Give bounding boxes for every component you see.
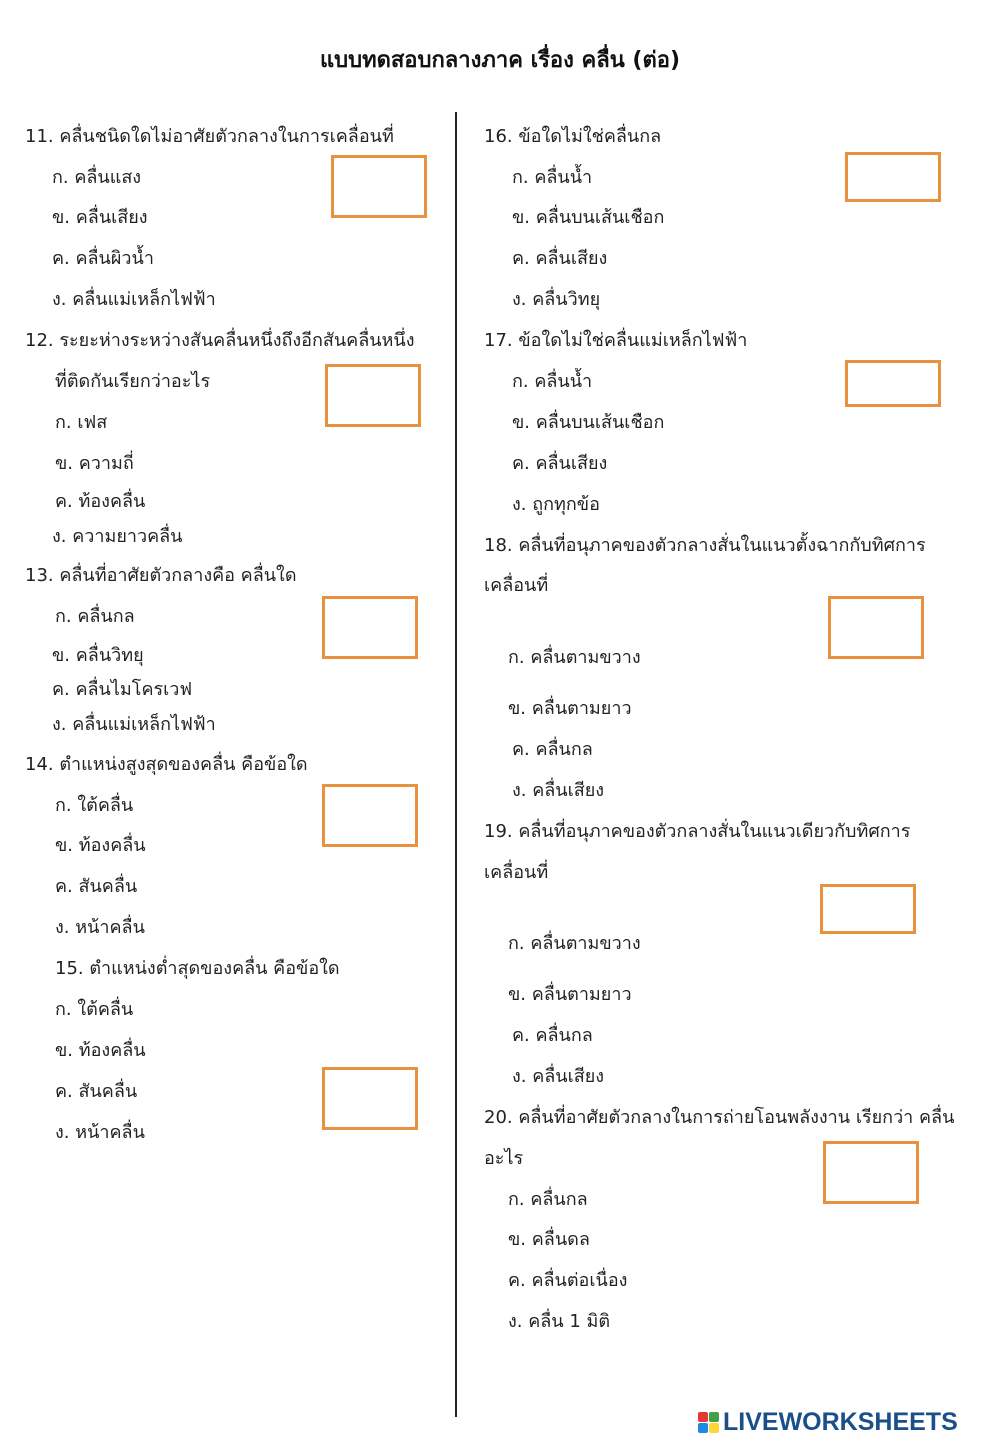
- question-19-option-d: ง. คลื่นเสียง: [512, 1066, 605, 1087]
- question-17-option-c: ค. คลื่นเสียง: [512, 453, 608, 474]
- answer-box-13[interactable]: [322, 596, 418, 659]
- question-18-option-b: ข. คลื่นตามยาว: [508, 698, 632, 719]
- question-12-continuation: ที่ติดกันเรียกว่าอะไร: [55, 371, 211, 392]
- question-16-option-d: ง. คลื่นวิทยุ: [512, 289, 601, 310]
- question-15-option-d: ง. หน้าคลื่น: [55, 1122, 145, 1143]
- question-19-option-b: ข. คลื่นตามยาว: [508, 984, 632, 1005]
- question-15-option-b: ข. ท้องคลื่น: [55, 1040, 146, 1061]
- answer-box-14[interactable]: [322, 784, 418, 847]
- liveworksheets-logo: [698, 1408, 958, 1436]
- question-19: 19. คลื่นที่อนุภาคของตัวกลางสั่นในแนวเดียวกับทิศการ: [484, 821, 911, 842]
- question-13: 13. คลื่นที่อาศัยตัวกลางคือ คลื่นใด: [25, 565, 297, 586]
- question-18-continuation: เคลื่อนที่: [484, 575, 549, 596]
- question-18: 18. คลื่นที่อนุภาคของตัวกลางสั่นในแนวตั้งฉากกับทิศการ: [484, 535, 926, 556]
- answer-box-17[interactable]: [845, 360, 941, 407]
- question-11-option-a: ก. คลื่นแสง: [52, 167, 142, 188]
- question-18-option-d: ง. คลื่นเสียง: [512, 780, 605, 801]
- question-16-option-c: ค. คลื่นเสียง: [512, 248, 608, 269]
- question-18-option-a: ก. คลื่นตามขวาง: [508, 647, 641, 668]
- logo-tile-red: [698, 1412, 708, 1422]
- question-20-option-d: ง. คลื่น 1 มิติ: [508, 1311, 611, 1332]
- question-20-option-c: ค. คลื่นต่อเนื่อง: [508, 1270, 628, 1291]
- question-14: 14. ตำแหน่งสูงสุดของคลื่น คือข้อใด: [25, 754, 308, 775]
- question-13-option-a: ก. คลื่นกล: [55, 606, 135, 627]
- question-12-option-a: ก. เฟส: [55, 412, 108, 433]
- question-17-option-a: ก. คลื่นน้ำ: [512, 371, 593, 392]
- question-20-option-a: ก. คลื่นกล: [508, 1189, 588, 1210]
- question-13-option-d: ง. คลื่นแม่เหล็กไฟฟ้า: [52, 714, 216, 735]
- question-11-option-c: ค. คลื่นผิวน้ำ: [52, 248, 154, 269]
- question-15: 15. ตำแหน่งต่ำสุดของคลื่น คือข้อใด: [55, 958, 340, 979]
- answer-box-19[interactable]: [820, 884, 916, 934]
- logo-text: LIVEWORKSHEETS: [723, 1407, 958, 1436]
- answer-box-15[interactable]: [322, 1067, 418, 1130]
- answer-box-16[interactable]: [845, 152, 941, 202]
- question-20: 20. คลื่นที่อาศัยตัวกลางในการถ่ายโอนพลังงาน เรียกว่า คลื่น: [484, 1107, 955, 1128]
- question-11-option-d: ง. คลื่นแม่เหล็กไฟฟ้า: [52, 289, 216, 310]
- page-title: แบบทดสอบกลางภาค เรื่อง คลื่น (ต่อ): [319, 48, 681, 73]
- logo-tiles-icon: [698, 1412, 719, 1433]
- question-11-option-b: ข. คลื่นเสียง: [52, 207, 148, 228]
- question-12-option-c: ค. ท้องคลื่น: [55, 491, 146, 512]
- question-16: 16. ข้อใดไม่ใช่คลื่นกล: [484, 126, 662, 147]
- logo-tile-yellow: [709, 1423, 719, 1433]
- question-13-option-b: ข. คลื่นวิทยุ: [52, 645, 144, 666]
- question-14-option-a: ก. ใต้คลื่น: [55, 795, 134, 816]
- question-11: 11. คลื่นชนิดใดไม่อาศัยตัวกลางในการเคลื่อนที่: [25, 126, 394, 147]
- answer-box-20[interactable]: [823, 1141, 919, 1204]
- question-18-option-c: ค. คลื่นกล: [512, 739, 593, 760]
- question-17-option-d: ง. ถูกทุกข้อ: [512, 494, 600, 515]
- question-17-option-b: ข. คลื่นบนเส้นเชือก: [512, 412, 665, 433]
- logo-tile-blue: [698, 1423, 708, 1433]
- logo-tile-green: [709, 1412, 719, 1422]
- question-19-option-a: ก. คลื่นตามขวาง: [508, 933, 641, 954]
- question-20-continuation: อะไร: [484, 1148, 524, 1169]
- question-15-option-c: ค. สันคลื่น: [55, 1081, 138, 1102]
- question-15-option-a: ก. ใต้คลื่น: [55, 999, 134, 1020]
- question-19-continuation: เคลื่อนที่: [484, 862, 549, 883]
- answer-box-12[interactable]: [325, 364, 421, 427]
- question-14-option-c: ค. สันคลื่น: [55, 876, 138, 897]
- question-12-option-d: ง. ความยาวคลื่น: [52, 526, 183, 547]
- question-14-option-d: ง. หน้าคลื่น: [55, 917, 145, 938]
- question-17: 17. ข้อใดไม่ใช่คลื่นแม่เหล็กไฟฟ้า: [484, 330, 748, 351]
- column-divider: [455, 112, 457, 1417]
- question-20-option-b: ข. คลื่นดล: [508, 1229, 590, 1250]
- question-14-option-b: ข. ท้องคลื่น: [55, 835, 146, 856]
- answer-box-11[interactable]: [331, 155, 427, 218]
- answer-box-18[interactable]: [828, 596, 924, 659]
- question-19-option-c: ค. คลื่นกล: [512, 1025, 593, 1046]
- question-16-option-b: ข. คลื่นบนเส้นเชือก: [512, 207, 665, 228]
- question-13-option-c: ค. คลื่นไมโครเวฟ: [52, 679, 193, 700]
- question-12: 12. ระยะห่างระหว่างสันคลื่นหนึ่งถึงอีกสันคลื่นหนึ่ง: [25, 330, 415, 351]
- question-12-option-b: ข. ความถี่: [55, 453, 134, 474]
- question-16-option-a: ก. คลื่นน้ำ: [512, 167, 593, 188]
